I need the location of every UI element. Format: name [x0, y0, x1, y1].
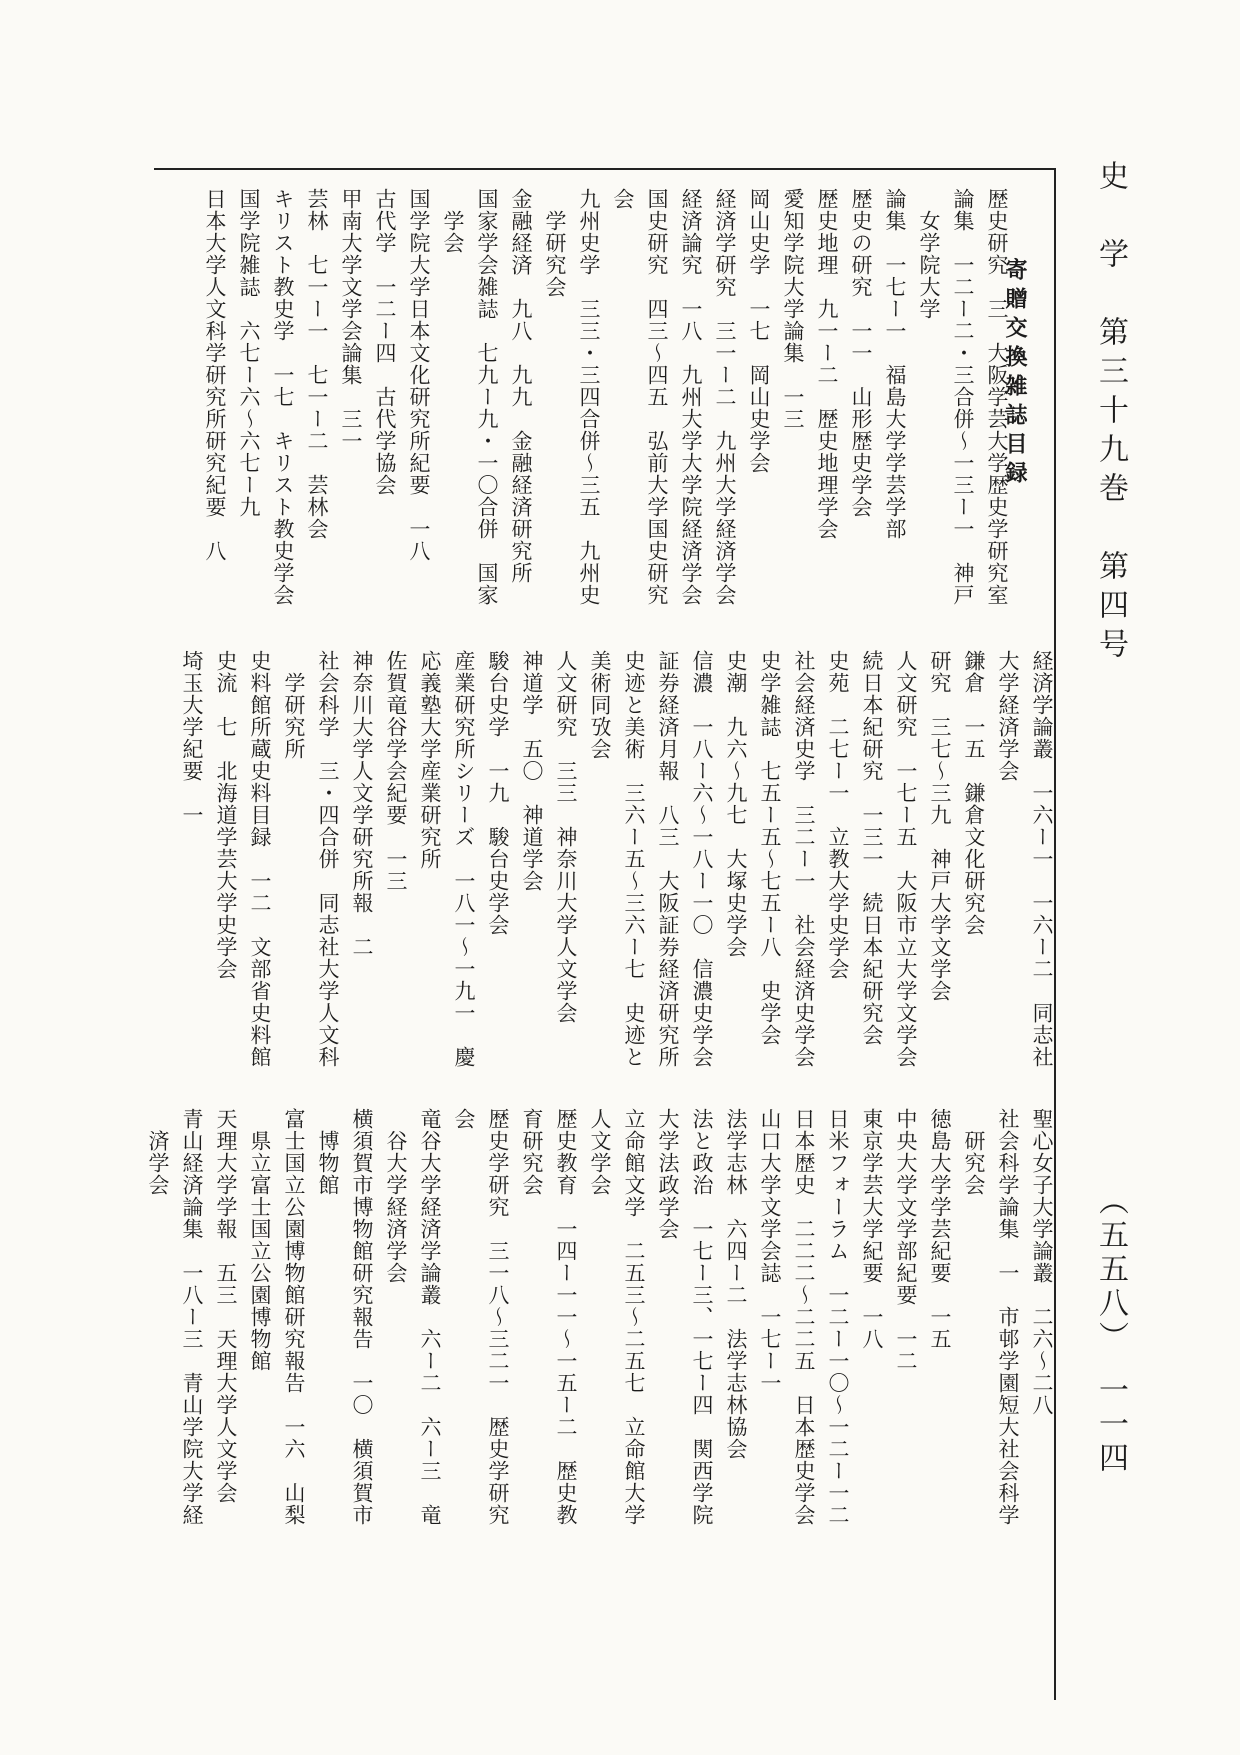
journal-entry: 研究会: [962, 1108, 986, 1196]
journal-entry: 神奈川大学人文学研究所報 二: [350, 650, 374, 958]
journal-entry: 東京学芸大学紀要 一八: [860, 1108, 884, 1350]
journal-entry: 証券経済月報 八三 大阪証券経済研究所: [656, 650, 680, 1068]
journal-entry: 学会: [441, 188, 465, 254]
journal-entry: 美術同攷会: [588, 650, 612, 760]
journal-entry: 歴史学研究 三一八〜三二一 歴史学研究: [486, 1108, 510, 1526]
journal-entry: 学研究所: [282, 650, 306, 760]
journal-entry: 応義塾大学産業研究所: [418, 650, 442, 870]
journal-entry: 人文研究 一七ー五 大阪市立大学文学会: [894, 650, 918, 1068]
journal-entry: 社会経済史学 三二ー一 社会経済史学会: [792, 650, 816, 1068]
journal-entry: 法と政治 一七ー三、一七ー四 関西学院: [690, 1108, 714, 1526]
journal-entry: 日米フォーラム 一二ー一〇〜一二ー一二: [826, 1108, 850, 1526]
journal-entry: 会: [452, 1108, 476, 1130]
journal-entry: 歴史地理 九一ー二 歴史地理学会: [815, 188, 839, 540]
journal-entry: 史流 七 北海道学芸大学史学会: [214, 650, 238, 980]
journal-entry: 人文研究 三三 神奈川大学人文学会: [554, 650, 578, 1024]
journal-entry: 古代学 一二ー四 古代学協会: [373, 188, 397, 496]
page-header-title: 史 学 第三十九巻 第四号: [1093, 160, 1128, 667]
journal-entry: 歴史教育 一四ー一一〜一五ー二 歴史教: [554, 1108, 578, 1526]
journal-entry: 天理大学学報 五三 天理大学人文学会: [214, 1108, 238, 1504]
journal-entry: 日本歴史 二二二〜二二五 日本歴史学会: [792, 1108, 816, 1526]
journal-entry: 会: [611, 188, 635, 210]
journal-entry: 国学院大学日本文化研究所紀要 一八: [407, 188, 431, 562]
journal-entry: 論集 一七ー一 福島大学学芸学部: [883, 188, 907, 540]
journal-entry: 日本大学人文科学研究所研究紀要 八: [203, 188, 227, 562]
journal-entry: 横須賀市博物館研究報告 一〇 横須賀市: [350, 1108, 374, 1526]
journal-entry: 経済学論叢 一六ー一 一六ー二 同志社: [1030, 650, 1054, 1068]
journal-entry: 歴史の研究 一一 山形歴史学会: [849, 188, 873, 518]
journal-entry: 愛知学院大学論集 一三: [781, 188, 805, 430]
journal-entry: 駿台史学 一九 駿台史学会: [486, 650, 510, 936]
journal-entry: キリスト教史学 一七 キリスト教史学会: [271, 188, 295, 606]
journal-entry: 金融経済 九八 九九 金融経済研究所: [509, 188, 533, 584]
journal-entry: 続日本紀研究 一三一 続日本紀研究会: [860, 650, 884, 1046]
journal-entry: 谷大学経済学会: [384, 1108, 408, 1284]
journal-entry: 史迹と美術 三六ー五〜三六ー七 史迹と: [622, 650, 646, 1068]
journal-entry: 信濃 一八ー六〜一八ー一〇 信濃史学会: [690, 650, 714, 1068]
journal-entry: 国史研究 四三〜四五 弘前大学国史研究: [645, 188, 669, 606]
journal-entry: 大学経済学会: [996, 650, 1020, 782]
journal-entry: 人文学会: [588, 1108, 612, 1196]
journal-entry: 青山経済論集 一八ー三 青山学院大学経: [180, 1108, 204, 1526]
journal-entry: 学研究会: [543, 188, 567, 298]
journal-entry: 県立富士国立公園博物館: [248, 1108, 272, 1372]
journal-entry: 聖心女子大学論叢 二六〜二八: [1030, 1108, 1054, 1416]
journal-entry: 大学法政学会: [656, 1108, 680, 1240]
journal-entry: 社会科学論集 一 市邨学園短大社会科学: [996, 1108, 1020, 1526]
journal-entry: 岡山史学 一七 岡山史学会: [747, 188, 771, 474]
journal-entry: 芸林 七一ー一 七一ー二 芸林会: [305, 188, 329, 540]
journal-entry: 九州史学 三三・三四合併〜三五 九州史: [577, 188, 601, 606]
journal-entry: 育研究会: [520, 1108, 544, 1196]
journal-entry: 国学院雑誌 六七ー六〜六七ー九: [237, 188, 261, 518]
journal-entry: 竜谷大学経済学論叢 六ー二 六ー三 竜: [418, 1108, 442, 1526]
journal-entry: 鎌倉 一五 鎌倉文化研究会: [962, 650, 986, 936]
journal-entry: 中央大学文学部紀要 一二: [894, 1108, 918, 1372]
journal-entry: 女学院大学: [917, 188, 941, 320]
journal-entry: 富士国立公園博物館研究報告 一六 山梨: [282, 1108, 306, 1526]
journal-entry: 史潮 九六〜九七 大塚史学会: [724, 650, 748, 958]
journal-entry: 産業研究所シリーズ 一八一〜一九一 慶: [452, 650, 476, 1068]
journal-entry: 史料館所蔵史料目録 一二 文部省史料館: [248, 650, 272, 1068]
journal-entry: 済学会: [146, 1108, 170, 1196]
journal-entry: 経済学研究 三一ー二 九州大学経済学会: [713, 188, 737, 606]
journal-entry: 論集 一二ー二・三合併〜一三ー一 神戸: [951, 188, 975, 606]
tier-bottom: [146, 1108, 1059, 1708]
journal-entry: 山口大学文学会誌 一七ー一: [758, 1108, 782, 1394]
journal-entry: 歴史研究 三 大阪学芸大学歴史学研究室: [985, 188, 1009, 606]
journal-entry: 史学雑誌 七五ー五〜七五ー八 史学会: [758, 650, 782, 1046]
journal-entry: 神道学 五〇 神道学会: [520, 650, 544, 892]
tier-middle: [174, 650, 1059, 1120]
list-title: 寄贈交換雑誌目録: [1002, 258, 1028, 490]
journal-entry: 立命館文学 二五三〜二五七 立命館大学: [622, 1108, 646, 1526]
journal-entry: 埼玉大学紀要 一: [180, 650, 204, 826]
journal-entry: 佐賀竜谷学会紀要 一三: [384, 650, 408, 892]
journal-entry: 国家学会雑誌 七九ー九・一〇合併 国家: [475, 188, 499, 606]
tier-middle-columns: [174, 650, 1059, 1120]
tier-bottom-columns: [146, 1108, 1059, 1708]
journal-entry: 徳島大学学芸紀要 一五: [928, 1108, 952, 1350]
journal-entry: 史苑 二七ー一 立教大学史学会: [826, 650, 850, 980]
journal-entry: 甲南大学文学会論集 三一: [339, 188, 363, 452]
journal-entry: 博物館: [316, 1108, 340, 1196]
journal-entry: 経済論究 一八 九州大学大学院経済学会: [679, 188, 703, 606]
page-number: （五五八） 一一四: [1093, 1185, 1128, 1476]
journal-entry: 社会科学 三・四合併 同志社大学人文科: [316, 650, 340, 1068]
journal-entry: 法学志林 六四ー二 法学志林協会: [724, 1108, 748, 1460]
journal-entry: 研究 三七〜三九 神戸大学文学会: [928, 650, 952, 1002]
